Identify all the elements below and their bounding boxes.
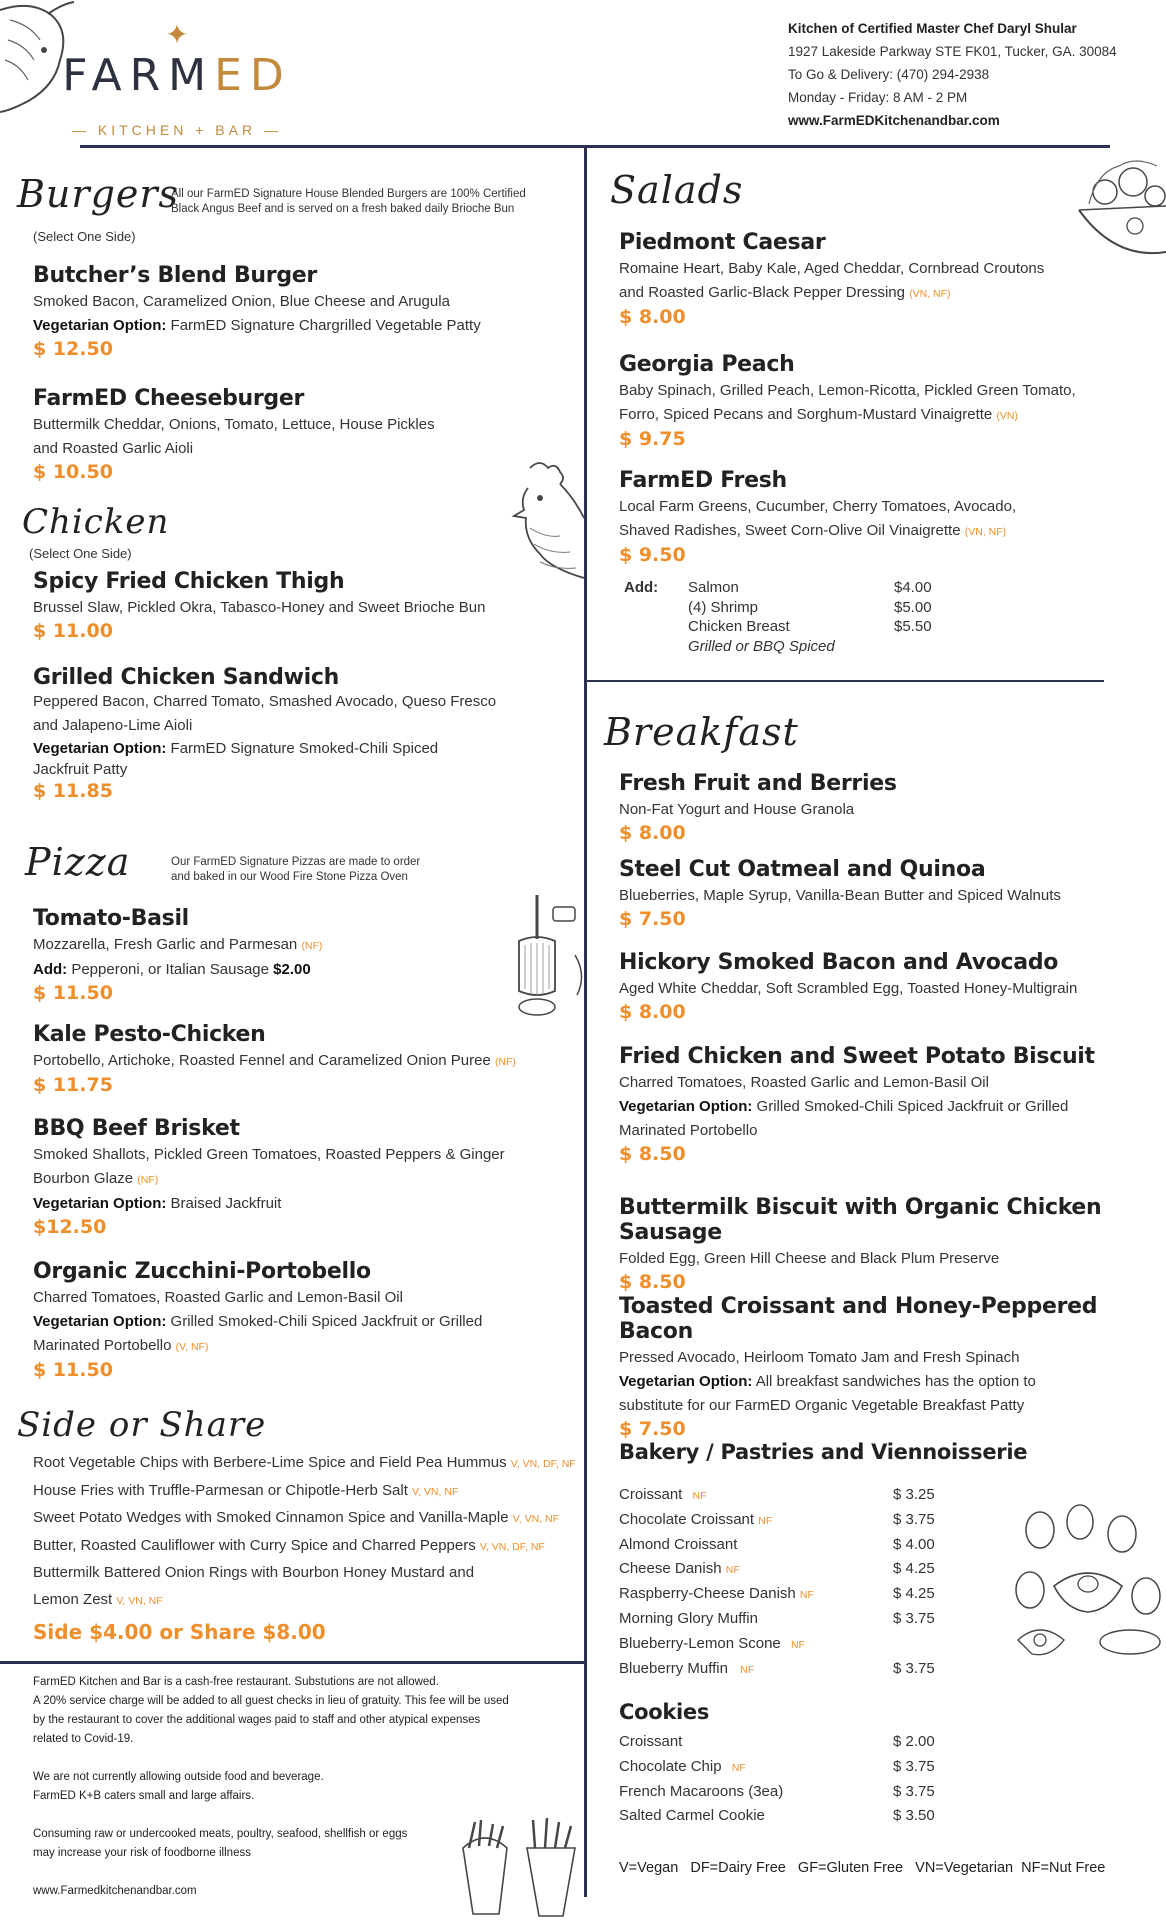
desc-text: Bourbon Glaze: [33, 1170, 134, 1187]
item-desc: Blueberries, Maple Syrup, Vanilla-Bean Butter and Spiced Walnuts: [619, 887, 1061, 904]
diet-tag: NF: [740, 1663, 755, 1676]
cookie-item-name: [619, 1730, 682, 1755]
item-name: Hickory Smoked Bacon and Avocado: [619, 950, 1059, 975]
item-price: $ 8.50: [619, 1143, 686, 1165]
sides-title: Side or Share: [17, 1405, 267, 1445]
item-desc: Romaine Heart, Baby Kale, Aged Cheddar, Cornbread Croutons: [619, 260, 1045, 277]
logo-ed: ED: [214, 50, 292, 101]
item-veg-option-cont: [33, 1334, 578, 1359]
item-price: $ 11.00: [33, 620, 113, 642]
item-price: $ 9.50: [619, 544, 686, 566]
item-name: Organic Zucchini-Portobello: [33, 1259, 371, 1284]
bakery-item-price: $ 4.00: [893, 1535, 935, 1553]
footer-line: FarmED K+B caters small and large affairs.: [33, 1790, 255, 1802]
bakery-item-price: $ 3.75: [893, 1510, 935, 1528]
side-text: Root Vegetable Chips with Berbere-Lime Spice and Field Pea Hummus: [33, 1454, 507, 1471]
item-veg-option: [33, 738, 578, 760]
burgers-side-note: (Select One Side): [33, 229, 136, 244]
menu-item-fried-chicken-biscuit: [619, 1044, 1159, 1165]
item-desc: Non-Fat Yogurt and House Granola: [619, 801, 855, 818]
side-text: House Fries with Truffle-Parmesan or Chipotle-Herb Salt: [33, 1481, 408, 1499]
menu-item-fresh-fruit: [619, 771, 1159, 844]
bakery-item-price: $ 3.75: [893, 1659, 935, 1677]
menu-item-kale-pesto: [33, 1022, 578, 1096]
item-veg-option: [33, 1192, 578, 1216]
item-name: Steel Cut Oatmeal and Quinoa: [619, 857, 986, 882]
add-price: $4.00: [894, 579, 932, 596]
bakery-item-price: $ 4.25: [893, 1560, 935, 1578]
cookie-item-name: [619, 1755, 746, 1781]
menu-item-toasted-croissant: [619, 1294, 1159, 1440]
veg-label: Vegetarian Option:: [33, 1195, 167, 1212]
pizza-title: Pizza: [25, 840, 131, 884]
name-text: Raspberry-Cheese Danish: [619, 1585, 796, 1603]
veg-text: FarmED Signature Chargrilled Vegetable Patty: [170, 317, 481, 334]
burgers-note: All our FarmED Signature House Blended Burgers are 100% Certified Black Angus Beef and is served on a fresh baked daily Brioche Bun: [171, 188, 526, 215]
bakery-item-name: [619, 1483, 707, 1509]
logo-star-icon: ✦: [165, 19, 189, 50]
diet-tag: (VN, NF): [964, 526, 1007, 538]
item-desc: [619, 519, 1099, 544]
item-name: FarmED Cheeseburger: [33, 386, 305, 411]
bakery-item-name: [619, 1508, 772, 1534]
menu-item-georgia-peach: [619, 352, 1099, 450]
name-text: Chocolate Croissant: [619, 1510, 755, 1528]
diet-tag: (V, NF): [175, 1341, 209, 1353]
menu-item-zucchini-portobello: [33, 1259, 578, 1381]
footer-line: A 20% service charge will be added to all guest checks in lieu of gratuity. This fee will be used: [33, 1695, 509, 1707]
desc-text: and Roasted Garlic-Black Pepper Dressing: [619, 284, 905, 301]
item-veg-option: [33, 314, 578, 338]
veg-text: FarmED Signature Smoked-Chili Spiced: [170, 740, 439, 757]
item-name: Spicy Fried Chicken Thigh: [33, 569, 345, 594]
side-item: [33, 1533, 583, 1561]
bakery-item-name: [619, 1557, 740, 1583]
item-name: Grilled Chicken Sandwich: [33, 665, 339, 690]
diet-tag: (VN, NF): [909, 288, 951, 300]
diet-tag: NF: [790, 1638, 805, 1651]
cookie-item-price: $ 3.75: [893, 1782, 935, 1800]
item-name: Kale Pesto-Chicken: [33, 1022, 266, 1047]
cookie-item-name: [619, 1804, 765, 1829]
item-price: $ 9.75: [619, 428, 686, 450]
salad-breakfast-rule: [587, 680, 1104, 682]
veg-label: Vegetarian Option:: [33, 740, 167, 757]
name-text: Blueberry-Lemon Scone: [619, 1634, 781, 1652]
veg-label: Vegetarian Option:: [33, 317, 167, 334]
veg-label: Vegetarian Option:: [619, 1098, 753, 1115]
item-desc: [33, 1167, 578, 1192]
add-price: $5.00: [894, 598, 932, 616]
bakery-item-price: $ 4.25: [893, 1585, 935, 1603]
header-rule: [80, 145, 1110, 148]
desc-text: Portobello, Artichoke, Roasted Fennel and Caramelized Onion Puree: [33, 1052, 491, 1069]
desc-text: Mozzarella, Fresh Garlic and Parmesan: [33, 936, 298, 953]
menu-item-butchers-blend: [33, 263, 578, 360]
menu-item-farmed-fresh: [619, 468, 1099, 566]
diet-tag: NF: [731, 1761, 746, 1774]
pizza-note: [171, 855, 420, 885]
add-name: Salmon: [688, 579, 739, 596]
diet-tag: NF: [692, 1490, 707, 1502]
menu-item-buttermilk-biscuit: [619, 1195, 1164, 1293]
item-price: $ 8.50: [619, 1271, 686, 1293]
bakery-item-name: [619, 1582, 814, 1608]
item-price: $ 8.00: [619, 306, 686, 328]
add-label: Add:: [624, 579, 659, 596]
desc-text: Forro, Spiced Pecans and Sorghum-Mustard Vinaigrette: [619, 406, 993, 423]
item-desc: Folded Egg, Green Hill Cheese and Black Plum Preserve: [619, 1250, 1000, 1267]
footer-rule: [0, 1661, 584, 1664]
name-text: Cheese Danish: [619, 1560, 722, 1578]
item-price: $ 11.85: [33, 780, 113, 802]
side-item: [33, 1478, 583, 1506]
diet-tag: (NF): [494, 1056, 516, 1068]
sides-price: Side $4.00 or Share $8.00: [33, 1620, 326, 1644]
cookie-item-price: $ 3.75: [893, 1757, 935, 1775]
item-veg-option-cont: substitute for our FarmED Organic Vegetable Breakfast Patty: [619, 1397, 1025, 1414]
breakfast-title: Breakfast: [604, 710, 799, 754]
item-desc: Smoked Bacon, Caramelized Onion, Blue Cheese and Arugula: [33, 293, 450, 310]
item-desc: Aged White Cheddar, Soft Scrambled Egg, Toasted Honey-Multigrain: [619, 980, 1078, 997]
website-link[interactable]: www.FarmEDKitchenandbar.com: [788, 113, 1000, 128]
cookie-item-name: [619, 1780, 783, 1805]
item-desc: Buttermilk Cheddar, Onions, Tomato, Lettuce, House Pickles: [33, 416, 435, 433]
veg-label: Vegetarian Option:: [33, 1313, 167, 1330]
bakery-list: [619, 1483, 949, 1683]
side-item: [33, 1505, 583, 1533]
side-item: [33, 1560, 583, 1587]
diet-tag: V, VN, DF, NF: [479, 1540, 545, 1553]
item-desc: [33, 933, 578, 958]
name-text: French Macaroons (3ea): [619, 1782, 784, 1800]
header-info: [788, 17, 1158, 132]
pizza-note-line: and baked in our Wood Fire Stone Pizza Oven: [171, 871, 408, 883]
pizza-note-line: Our FarmED Signature Pizzas are made to order: [171, 856, 421, 868]
add-name: Chicken Breast: [688, 618, 790, 635]
side-text: Buttermilk Battered Onion Rings with Bourbon Honey Mustard and: [33, 1564, 475, 1581]
item-veg-option: [619, 1095, 1159, 1119]
chicken-side-note: (Select One Side): [29, 546, 132, 561]
item-name: Fried Chicken and Sweet Potato Biscuit: [619, 1044, 1095, 1069]
diet-legend: V=Vegan DF=Dairy Free GF=Gluten Free VN=Vegetarian NF=Nut Free: [619, 1860, 1106, 1876]
menu-item-hickory-bacon: [619, 950, 1164, 1023]
phone[interactable]: To Go & Delivery: (470) 294-2938: [788, 67, 990, 82]
add-label: Add:: [33, 961, 68, 978]
cookie-item-price: $ 3.50: [893, 1807, 935, 1825]
footer-website-link[interactable]: www.Farmedkitchenandbar.com: [33, 1885, 197, 1897]
item-desc: and Jalapeno-Lime Aioli: [33, 717, 193, 734]
veg-text: Grilled Smoked-Chili Spiced Jackfruit or Grilled: [756, 1098, 1069, 1115]
item-desc: Pressed Avocado, Heirloom Tomato Jam and Fresh Spinach: [619, 1349, 1020, 1366]
name-text: Salted Carmel Cookie: [619, 1807, 765, 1825]
item-veg-option-cont: Jackfruit Patty: [33, 761, 128, 778]
veg-label: Vegetarian Option:: [619, 1373, 753, 1390]
name-text: Almond Croissant: [619, 1535, 738, 1553]
diet-tag: NF: [799, 1589, 814, 1602]
add-text: Pepperoni, or Italian Sausage: [71, 961, 269, 978]
item-desc: Baby Spinach, Grilled Peach, Lemon-Ricotta, Pickled Green Tomato,: [619, 382, 1076, 399]
name-text: Blueberry Muffin: [619, 1659, 728, 1677]
side-text: Lemon Zest: [33, 1590, 113, 1608]
item-desc: Charred Tomatoes, Roasted Garlic and Lemon-Basil Oil: [33, 1289, 403, 1306]
item-desc: Smoked Shallots, Pickled Green Tomatoes, Roasted Peppers & Ginger: [33, 1146, 505, 1163]
veg-text: Marinated Portobello: [33, 1337, 172, 1354]
menu-item-spicy-fried-chicken: [33, 569, 578, 642]
item-price: $12.50: [33, 1216, 107, 1238]
logo-wordmark: [62, 50, 292, 102]
add-price: $2.00: [273, 961, 311, 978]
bakery-title: Bakery / Pastries and Viennoisserie: [619, 1440, 1028, 1464]
item-veg-option-cont: Marinated Portobello: [619, 1122, 758, 1139]
footer-warning: [33, 1825, 473, 1863]
chef-name: Kitchen of Certified Master Chef Daryl Shular: [788, 21, 1077, 36]
item-price: $ 7.50: [619, 908, 686, 930]
item-desc: Brussel Slaw, Pickled Okra, Tabasco-Honey and Sweet Brioche Bun: [33, 599, 486, 616]
item-price: $ 12.50: [33, 338, 113, 360]
veg-text: Braised Jackfruit: [170, 1195, 282, 1212]
name-text: Croissant: [619, 1733, 683, 1750]
item-name: Tomato-Basil: [33, 906, 189, 931]
footer-policies: [33, 1673, 583, 1749]
item-veg-option: [619, 1370, 1159, 1394]
diet-tag: V, VN, NF: [412, 1485, 459, 1498]
footer-line: related to Covid-19.: [33, 1733, 134, 1745]
item-desc: [33, 1049, 578, 1074]
diet-tag: V, VN, NF: [116, 1594, 163, 1607]
item-price: $ 10.50: [33, 461, 113, 483]
bakery-item-name: [619, 1533, 737, 1558]
cookie-item-price: $ 2.00: [893, 1733, 935, 1750]
item-name: Fresh Fruit and Berries: [619, 771, 897, 796]
item-add-option: [33, 958, 578, 982]
footer-line: may increase your risk of foodborne illness: [33, 1847, 251, 1859]
item-desc: Charred Tomatoes, Roasted Garlic and Lemon-Basil Oil: [619, 1074, 989, 1091]
item-price: $ 8.00: [619, 822, 686, 844]
item-price: $ 11.50: [33, 982, 113, 1004]
item-name: Piedmont Caesar: [619, 230, 826, 255]
eggs-icon: [1010, 1500, 1166, 1660]
logo-farm: FARM: [62, 50, 215, 101]
item-price: $ 8.00: [619, 1001, 686, 1023]
menu-item-piedmont-caesar: [619, 230, 1099, 328]
diet-tag: NF: [725, 1564, 740, 1577]
add-note: Grilled or BBQ Spiced: [688, 637, 835, 655]
side-item: [33, 1450, 583, 1478]
logo[interactable]: [62, 20, 292, 138]
bakery-item-name: [619, 1607, 758, 1632]
side-text: Sweet Potato Wedges with Smoked Cinnamon Spice and Vanilla-Maple: [33, 1509, 509, 1526]
diet-tag: (VN): [996, 410, 1019, 422]
sides-list: [33, 1450, 583, 1614]
address: 1927 Lakeside Parkway STE FK01, Tucker, GA. 30084: [788, 44, 1117, 59]
hours: Monday - Friday: 8 AM - 2 PM: [788, 90, 968, 105]
menu-item-cheeseburger: [33, 386, 578, 483]
item-price: $ 11.50: [33, 1359, 113, 1381]
item-desc: Peppered Bacon, Charred Tomato, Smashed Avocado, Queso Fresco: [33, 693, 497, 710]
diet-tag: (NF): [137, 1174, 159, 1186]
diet-tag: V, VN, DF, NF: [510, 1458, 576, 1470]
name-text: Morning Glory Muffin: [619, 1610, 758, 1627]
name-text: Chocolate Chip: [619, 1757, 722, 1775]
diet-tag: (NF): [301, 940, 323, 952]
item-price: $ 7.50: [619, 1418, 686, 1440]
item-price: $ 11.75: [33, 1074, 113, 1096]
fries-icon: [455, 1818, 583, 1918]
item-desc: [619, 403, 1099, 428]
menu-item-bbq-brisket: [33, 1116, 578, 1238]
item-name: BBQ Beef Brisket: [33, 1116, 240, 1141]
name-text: Croissant: [619, 1486, 683, 1503]
footer-line: FarmED Kitchen and Bar is a cash-free restaurant. Substutions are not allowed.: [33, 1676, 439, 1688]
footer-notes: [33, 1768, 473, 1806]
menu-item-steel-cut-oatmeal: [619, 857, 1159, 930]
add-price: $5.50: [894, 618, 932, 635]
side-text: Butter, Roasted Cauliflower with Curry Spice and Charred Peppers: [33, 1536, 476, 1554]
item-name: Buttermilk Biscuit with Organic Chicken Sausage: [619, 1195, 1102, 1245]
menu-item-tomato-basil: [33, 906, 578, 1004]
item-name: Butcher’s Blend Burger: [33, 263, 317, 288]
veg-text: All breakfast sandwiches has the option to: [755, 1373, 1036, 1390]
item-veg-option: [33, 1310, 578, 1334]
diet-tag: V, VN, NF: [512, 1513, 560, 1525]
bakery-item-price: $ 3.25: [893, 1486, 935, 1503]
item-desc: and Roasted Garlic Aioli: [33, 440, 194, 457]
side-item: [33, 1587, 583, 1615]
burgers-title: Burgers: [17, 172, 180, 216]
diet-tag: NF: [758, 1514, 773, 1527]
item-desc: [619, 281, 1099, 306]
chicken-title: Chicken: [22, 502, 170, 542]
cookies-title: Cookies: [619, 1700, 710, 1724]
cookies-list: [619, 1730, 949, 1830]
menu-item-grilled-chicken: [33, 665, 578, 802]
item-name: FarmED Fresh: [619, 468, 787, 493]
bakery-item-name: [619, 1632, 805, 1658]
item-name: Georgia Peach: [619, 352, 795, 377]
desc-text: Shaved Radishes, Sweet Corn-Olive Oil Vinaigrette: [619, 522, 961, 539]
item-name: Toasted Croissant and Honey-Peppered Bacon: [619, 1294, 1098, 1344]
footer-line: Consuming raw or undercooked meats, poultry, seafood, shellfish or eggs: [33, 1828, 408, 1840]
footer-line: by the restaurant to cover the additional wages paid to staff and other atypical expenses: [33, 1714, 481, 1726]
logo-subtitle: — KITCHEN + BAR —: [72, 122, 282, 138]
item-desc: Local Farm Greens, Cucumber, Cherry Tomatoes, Avocado,: [619, 498, 1017, 515]
footer-line: We are not currently allowing outside food and beverage.: [33, 1771, 324, 1783]
veg-text: Grilled Smoked-Chili Spiced Jackfruit or Grilled: [170, 1313, 483, 1330]
bakery-item-price: $ 3.75: [893, 1610, 935, 1627]
salads-title: Salads: [610, 168, 744, 212]
add-name: (4) Shrimp: [688, 598, 759, 616]
bakery-item-name: [619, 1657, 754, 1683]
